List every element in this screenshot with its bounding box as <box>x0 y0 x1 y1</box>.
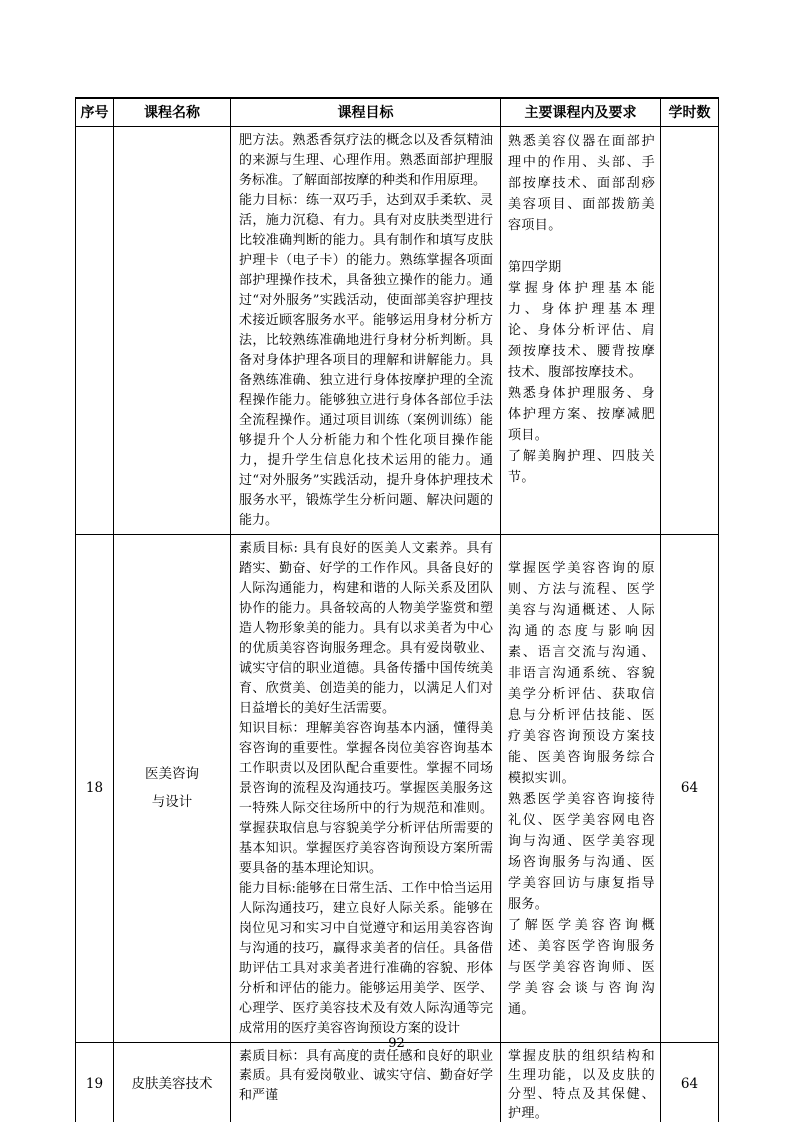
table-row-18 <box>76 534 719 1042</box>
seq-cell <box>76 126 114 534</box>
seq-cell: 18 <box>76 534 114 1042</box>
seq-cell: 19 <box>76 1042 114 1122</box>
course-name-line: 皮肤美容技术 <box>131 1076 213 1092</box>
requirements-cell <box>501 534 661 1042</box>
col-header-seq: 序号 <box>76 98 114 126</box>
col-header-course-name: 课程名称 <box>114 98 231 126</box>
course-table <box>75 97 719 1122</box>
requirements-paragraph: 熟悉医学美容咨询接待礼仪、医学美容网电咨询与沟通、医学美容现场咨询服务与沟通、医学美容回访与康复指导服务。 <box>508 791 655 912</box>
table-row-continuation <box>76 126 719 534</box>
requirements-paragraph: 掌握医学美容咨询的原则、方法与流程、医学美容与沟通概述、人际沟通的态度与影响因素、语言交流与沟通、非语言沟通系统、容貌美学分析评估、获取信息与分析评估技能、医疗美容咨询预设方案技能、医美咨询服务综合模拟实训。 <box>508 560 655 786</box>
requirements-cell <box>501 126 661 534</box>
requirements-paragraph: 第四学期 <box>508 259 562 275</box>
objectives-paragraph: 素质目标: 具有良好的医美人文素养。具有踏实、勤奋、好学的工作作风。具备良好的人际沟通能力，构建和谐的人际关系及团队协作的能力。具备较高的人物美学鉴赏和塑造人物形象美的能力。具有以求美者为中心的优质美容咨询服务理念。具有爱岗敬业、诚实守信的职业道德。具备传播中国传统美育、欣赏美、创造美的能力，以满足人们对日益增长的美好生活需要。 <box>239 540 493 716</box>
objectives-cell <box>231 1042 501 1122</box>
col-header-objectives: 课程目标 <box>231 98 501 126</box>
requirements-paragraph: 了解医学美容咨询概述、美容医学咨询服务与医学美容咨询师、医学美容会谈与咨询沟通。 <box>508 917 655 1017</box>
course-name-line: 医美咨询 <box>145 766 199 782</box>
course-name-line: 与设计 <box>151 794 193 810</box>
objectives-paragraph: 肥方法。熟悉香氛疗法的概念以及香氛精油的来源与生理、心理作用。熟悉面部护理服务标准。了解面部按摩的种类和作用原理。 <box>239 132 493 188</box>
hours-cell: 64 <box>661 534 719 1042</box>
objectives-cell <box>231 534 501 1042</box>
course-name-cell <box>114 126 231 534</box>
requirements-paragraph: 掌握皮肤的组织结构和生理功能，以及皮肤的分型、特点及其保健、护理。 <box>508 1048 655 1121</box>
hours-cell <box>661 126 719 534</box>
requirements-cell <box>501 1042 661 1122</box>
table-row-19 <box>76 1042 719 1122</box>
objectives-paragraph: 能力目标:能够在日常生活、工作中恰当运用人际沟通技巧，建立良好人际关系。能够在岗位见习和实习中自觉遵守和运用美容咨询与沟通的技巧，赢得求美者的信任。具备借助评估工具对求美者进行准确的容貌、形体分析和评估的能力。能够运用美学、医学、心理学、医疗美容技术及有效人际沟通等完成常用的医疗美容咨询预设方案的设计 <box>239 880 493 1036</box>
col-header-requirements: 主要课程内及要求 <box>501 98 661 126</box>
col-header-hours: 学时数 <box>661 98 719 126</box>
requirements-paragraph: 熟悉美容仪器在面部护理中的作用、头部、手部按摩技术、面部刮痧美容项目、面部拨筋美容项目。 <box>508 133 655 233</box>
objectives-paragraph: 知识目标：理解美容咨询基本内涵，懂得美容咨询的重要性。掌握各岗位美容咨询基本工作职责以及团队配合重要性。掌握不同场景咨询的流程及沟通技巧。掌握医美服务这一特殊人际交往场所中的行为规范和准则。掌握获取信息与容貌美学分析评估所需要的基本知识。掌握医疗美容咨询预设方案所需要具备的基本理论知识。 <box>239 720 493 876</box>
table-header-row <box>76 98 719 126</box>
hours-cell: 64 <box>661 1042 719 1122</box>
objectives-paragraph: 能力目标：练一双巧手，达到双手柔软、灵活，施力沉稳、有力。具有对皮肤类型进行比较准确判断的能力。具有制作和填写皮肤护理卡（电子卡）的能力。熟练掌握各项面部护理操作技术，具备独立操作的能力。通过“对外服务”实践活动，使面部美容护理技术接近顾客服务水平。能够运用身材分析方法，比较熟练准确地进行身材分析判断。具备对身体护理各项目的理解和讲解能力。具备熟练准确、独立进行身体按摩护理的全流程操作能力。能够独立进行身体各部位手法全流程操作。通过项目训练（案例训练）能够提升个人分析能力和个性化项目操作能力，提升学生信息化技术运用的能力。通过“对外服务”实践活动，提升身体护理技术服务水平，锻炼学生分析问题、解决问题的能力。 <box>239 192 493 528</box>
page-number: 92 <box>388 1036 405 1051</box>
course-name-cell <box>114 1042 231 1122</box>
requirements-paragraph: 熟悉身体护理服务、身体护理方案、按摩减肥项目。 <box>508 385 655 443</box>
requirements-paragraph: 了解美胸护理、四肢关节。 <box>508 448 655 485</box>
objectives-cell <box>231 126 501 534</box>
requirements-paragraph: 掌握身体护理基本能力、身体护理基本理论、身体分析评估、肩颈按摩技术、腰背按摩技术、腹部按摩技术。 <box>508 280 655 380</box>
course-name-cell <box>114 534 231 1042</box>
objectives-paragraph: 素质目标：具有高度的责任感和良好的职业素质。具有爱岗敬业、诚实守信、勤奋好学和严谨 <box>239 1048 493 1103</box>
